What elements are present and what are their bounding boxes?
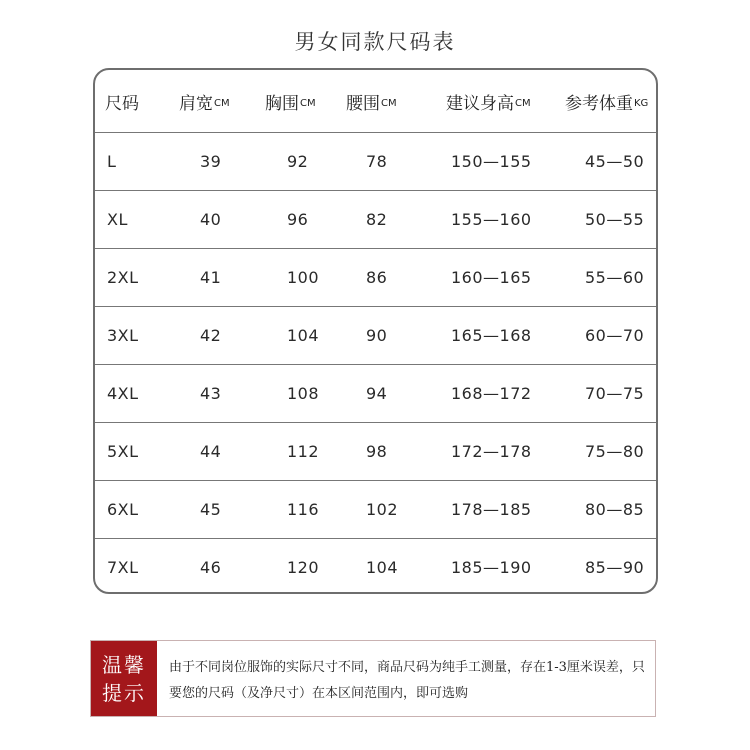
cell-size: 3XL — [107, 325, 139, 345]
header-size: 尺码 — [105, 93, 139, 114]
table-row — [95, 306, 656, 364]
cell-chest: 92 — [287, 151, 309, 171]
cell-waist: 104 — [366, 557, 399, 577]
cell-shoulder: 41 — [200, 267, 222, 287]
cell-shoulder: 44 — [200, 441, 222, 461]
cell-waist: 90 — [366, 325, 388, 345]
header-waist: 腰围 CM — [346, 93, 397, 114]
cell-weight: 80—85 — [585, 499, 645, 519]
cell-chest: 104 — [287, 325, 320, 345]
page-title: 男女同款尺码表 — [294, 30, 456, 54]
cell-chest: 120 — [287, 557, 320, 577]
table-row — [95, 480, 656, 538]
cell-waist: 82 — [366, 209, 388, 229]
cell-height: 185—190 — [451, 557, 532, 577]
cell-size: L — [107, 151, 117, 171]
cell-size: 2XL — [107, 267, 139, 287]
cell-shoulder: 42 — [200, 325, 222, 345]
cell-size: XL — [107, 209, 128, 229]
cell-waist: 102 — [366, 499, 399, 519]
table-row — [95, 248, 656, 306]
cell-weight: 75—80 — [585, 441, 645, 461]
table-row — [95, 538, 656, 596]
cell-size: 5XL — [107, 441, 139, 461]
cell-weight: 70—75 — [585, 383, 645, 403]
notice-text: 由于不同岗位服饰的实际尺寸不同，商品尺码为纯手工测量，存在1-3厘米误差，只要您的尺码（及净尺寸）在本区间范围内，即可选购 — [169, 660, 645, 701]
cell-height: 165—168 — [451, 325, 532, 345]
header-chest: 胸围 CM — [265, 93, 316, 114]
cell-weight: 85—90 — [585, 557, 645, 577]
cell-size: 4XL — [107, 383, 139, 403]
cell-height: 150—155 — [451, 151, 532, 171]
cell-weight: 50—55 — [585, 209, 645, 229]
cell-chest: 96 — [287, 209, 309, 229]
header-height: 建议身高 CM — [446, 93, 531, 114]
cell-chest: 100 — [287, 267, 320, 287]
size-table — [93, 68, 658, 594]
cell-weight: 45—50 — [585, 151, 645, 171]
cell-height: 155—160 — [451, 209, 532, 229]
notice-box — [90, 640, 656, 717]
table-row — [95, 422, 656, 480]
cell-weight: 55—60 — [585, 267, 645, 287]
cell-shoulder: 39 — [200, 151, 222, 171]
cell-shoulder: 40 — [200, 209, 222, 229]
cell-chest: 112 — [287, 441, 320, 461]
cell-waist: 94 — [366, 383, 388, 403]
cell-shoulder: 45 — [200, 499, 222, 519]
table-row — [95, 190, 656, 248]
header-weight: 参考体重 KG — [565, 93, 649, 114]
cell-size: 7XL — [107, 557, 139, 577]
table-header — [95, 70, 656, 132]
cell-weight: 60—70 — [585, 325, 645, 345]
cell-height: 172—178 — [451, 441, 532, 461]
cell-height: 178—185 — [451, 499, 532, 519]
header-shoulder: 肩宽 CM — [179, 93, 230, 114]
cell-size: 6XL — [107, 499, 139, 519]
notice-label — [91, 641, 157, 716]
cell-waist: 78 — [366, 151, 388, 171]
notice-label-line1: 温馨 — [102, 652, 146, 677]
table-row — [95, 364, 656, 422]
cell-height: 160—165 — [451, 267, 532, 287]
cell-height: 168—172 — [451, 383, 532, 403]
cell-shoulder: 46 — [200, 557, 222, 577]
cell-chest: 108 — [287, 383, 320, 403]
cell-waist: 98 — [366, 441, 388, 461]
table-row — [95, 132, 656, 190]
cell-chest: 116 — [287, 499, 320, 519]
notice-label-line2: 提示 — [102, 680, 146, 705]
cell-waist: 86 — [366, 267, 388, 287]
cell-shoulder: 43 — [200, 383, 222, 403]
